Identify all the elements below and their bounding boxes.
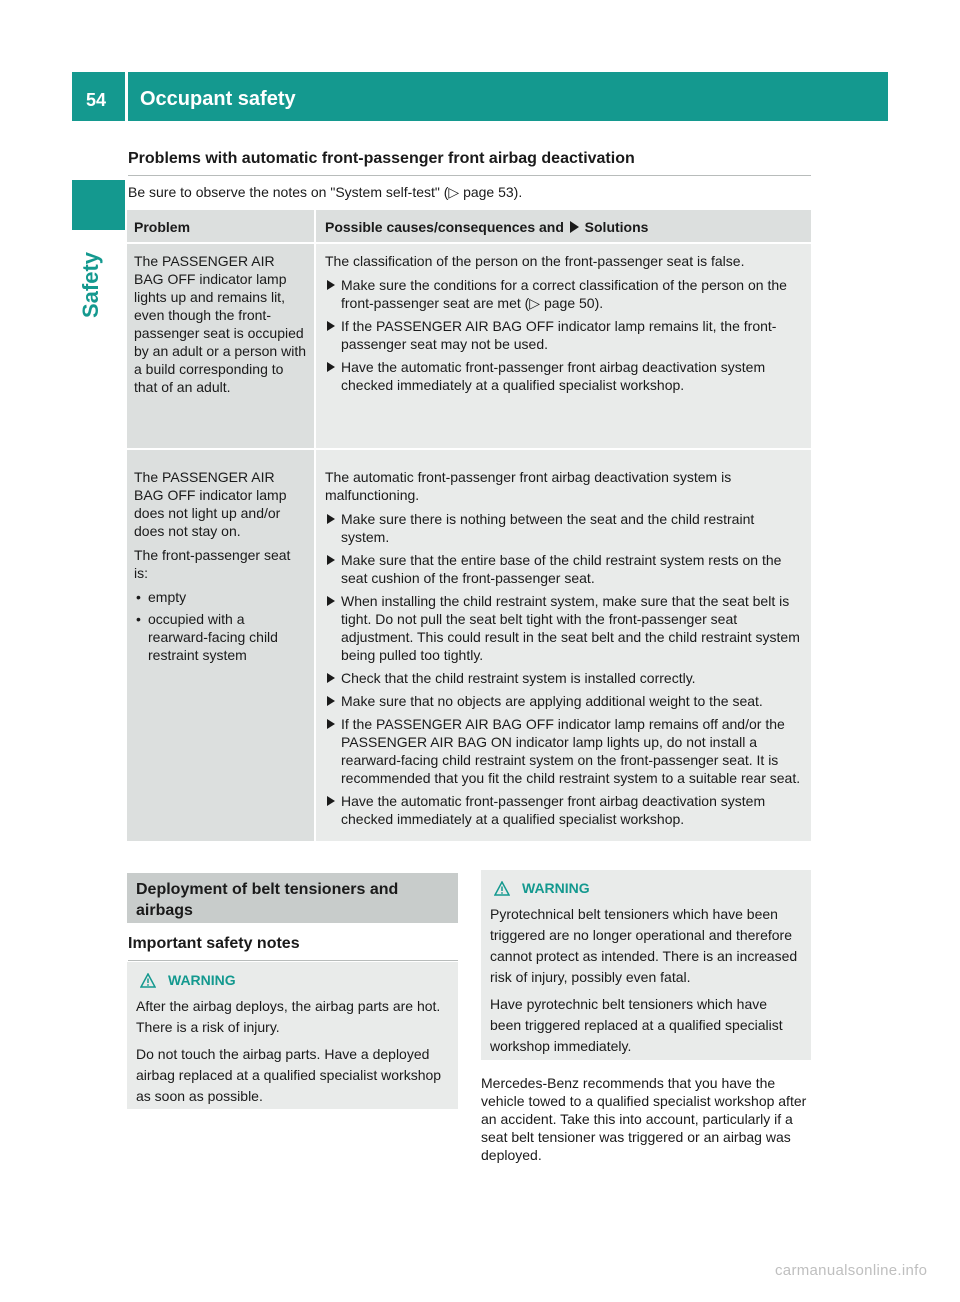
list-item xyxy=(134,610,307,664)
solution-cell xyxy=(316,450,811,841)
step-text: When installing the child restraint system, make sure that the seat belt is tight. Do not pull the seat belt tight with the front-passenger seat adjustment. This could result in the seat belt and the child restraint system being pulled too tightly. xyxy=(341,593,800,663)
deployment-title: Deployment of belt tensioners and airbags xyxy=(127,873,458,923)
step-arrow-icon xyxy=(327,362,335,372)
step-text: If the PASSENGER AIR BAG OFF indicator lamp remains lit, the front-passenger seat may not be used. xyxy=(341,318,777,352)
step-arrow-icon xyxy=(327,280,335,290)
step-arrow-icon xyxy=(327,555,335,565)
step-arrow-icon xyxy=(327,321,335,331)
step-item xyxy=(325,510,804,546)
step-item xyxy=(325,276,804,312)
footer-watermark: carmanualsonline.info xyxy=(775,1262,928,1279)
solution-cell xyxy=(316,244,811,448)
step-item xyxy=(325,792,804,828)
warning-header xyxy=(490,878,802,899)
solution-arrow-icon xyxy=(570,221,579,233)
step-text: Make sure that no objects are applying additional weight to the seat. xyxy=(341,693,763,709)
table-header-row xyxy=(127,210,811,242)
header-solutions-text: Possible causes/consequences and xyxy=(325,219,564,235)
warning-triangle-icon xyxy=(494,881,510,896)
list-item xyxy=(134,588,307,606)
problem-cell xyxy=(127,244,314,448)
header-solutions xyxy=(316,210,811,242)
step-text: Make sure there is nothing between the seat and the child restraint system. xyxy=(341,511,755,545)
cause-text: The automatic front-passenger front airbag deactivation system is malfunctioning. xyxy=(325,469,732,503)
page-header-title: Occupant safety xyxy=(128,72,888,121)
step-text: Make sure the conditions for a correct classification of the person on the front-passenger seat are met (▷ page 50). xyxy=(341,277,787,311)
section-intro: Be sure to observe the notes on "System self-test" (▷ page 53). xyxy=(128,184,523,200)
step-arrow-icon xyxy=(327,596,335,606)
header-problem: Problem xyxy=(127,210,314,242)
warning-header xyxy=(136,970,449,991)
table-row xyxy=(127,244,811,448)
warning-triangle-icon xyxy=(140,973,156,988)
bullet-icon: • xyxy=(136,611,141,627)
sidebar-marker xyxy=(72,180,125,230)
warning-box-airbag xyxy=(127,962,458,1109)
step-text: Make sure that the entire base of the child restraint system rests on the seat cushion of the front-passenger seat. xyxy=(341,552,782,586)
bullet-text: occupied with a rearward-facing child restraint system xyxy=(148,611,278,663)
step-text: Check that the child restraint system is installed correctly. xyxy=(341,670,696,686)
page-number: 54 xyxy=(72,72,125,121)
closing-paragraph: Mercedes-Benz recommends that you have the vehicle towed to a qualified specialist workshop after an accident. Take this into account, particularly if a seat belt tensioner was triggered or an airbag was deployed. xyxy=(481,1075,807,1163)
step-text: Have the automatic front-passenger front airbag deactivation system checked immediately at a qualified specialist workshop. xyxy=(341,359,766,393)
bullet-icon: • xyxy=(136,589,141,605)
cause-text: The classification of the person on the front-passenger seat is false. xyxy=(325,253,745,269)
bullet-text: empty xyxy=(148,589,187,605)
step-item xyxy=(325,317,804,353)
step-item xyxy=(325,358,804,394)
table-row xyxy=(127,450,811,841)
warning-label: WARNING xyxy=(522,880,590,896)
step-arrow-icon xyxy=(327,514,335,524)
warning-text: After the airbag deploys, the airbag parts are hot. There is a risk of injury. xyxy=(136,998,441,1035)
step-arrow-icon xyxy=(327,696,335,706)
step-arrow-icon xyxy=(327,719,335,729)
warning-text: Have pyrotechnic belt tensioners which have been triggered replaced at a qualified specialist workshop immediately. xyxy=(490,996,783,1054)
problem-cell xyxy=(127,450,314,841)
header-solutions-label: Solutions xyxy=(584,219,649,235)
step-item xyxy=(325,551,804,587)
sidebar-label: Safety xyxy=(78,251,103,318)
safety-notes-title: Important safety notes xyxy=(128,935,458,961)
step-item xyxy=(325,592,804,664)
step-arrow-icon xyxy=(327,673,335,683)
problems-table xyxy=(127,210,811,841)
warning-text: Pyrotechnical belt tensioners which have been triggered are no longer operational and therefore cannot protect as intended. There is an increased risk of injury, possibly even fatal. xyxy=(490,906,798,985)
step-item xyxy=(325,715,804,787)
section-title: Problems with automatic front-passenger front airbag deactivation xyxy=(128,150,811,176)
problem-extra-text: The front-passenger seat is: xyxy=(134,547,291,581)
warning-box-tensioners xyxy=(481,870,811,1060)
step-arrow-icon xyxy=(327,796,335,806)
step-text: Have the automatic front-passenger front airbag deactivation system checked immediately at a qualified specialist workshop. xyxy=(341,793,766,827)
problem-text: The PASSENGER AIR BAG OFF indicator lamp lights up and remains lit, even though the front-passenger seat is occupied by an adult or a person with a build corresponding to that of an adult. xyxy=(134,253,306,395)
step-text: If the PASSENGER AIR BAG OFF indicator lamp remains off and/or the PASSENGER AIR BAG ON indicator lamp lights up, do not install a rearward-facing child restraint system on the front-passenger seat. It is recommended that you fit the child restraint system to a suitable rear seat. xyxy=(341,716,801,786)
warning-text: Do not touch the airbag parts. Have a deployed airbag replaced at a qualified specialist workshop as soon as possible. xyxy=(136,1046,442,1104)
warning-label: WARNING xyxy=(168,972,236,988)
problem-text: The PASSENGER AIR BAG OFF indicator lamp does not light up and/or does not stay on. xyxy=(134,469,287,539)
step-item xyxy=(325,669,804,687)
step-item xyxy=(325,692,804,710)
